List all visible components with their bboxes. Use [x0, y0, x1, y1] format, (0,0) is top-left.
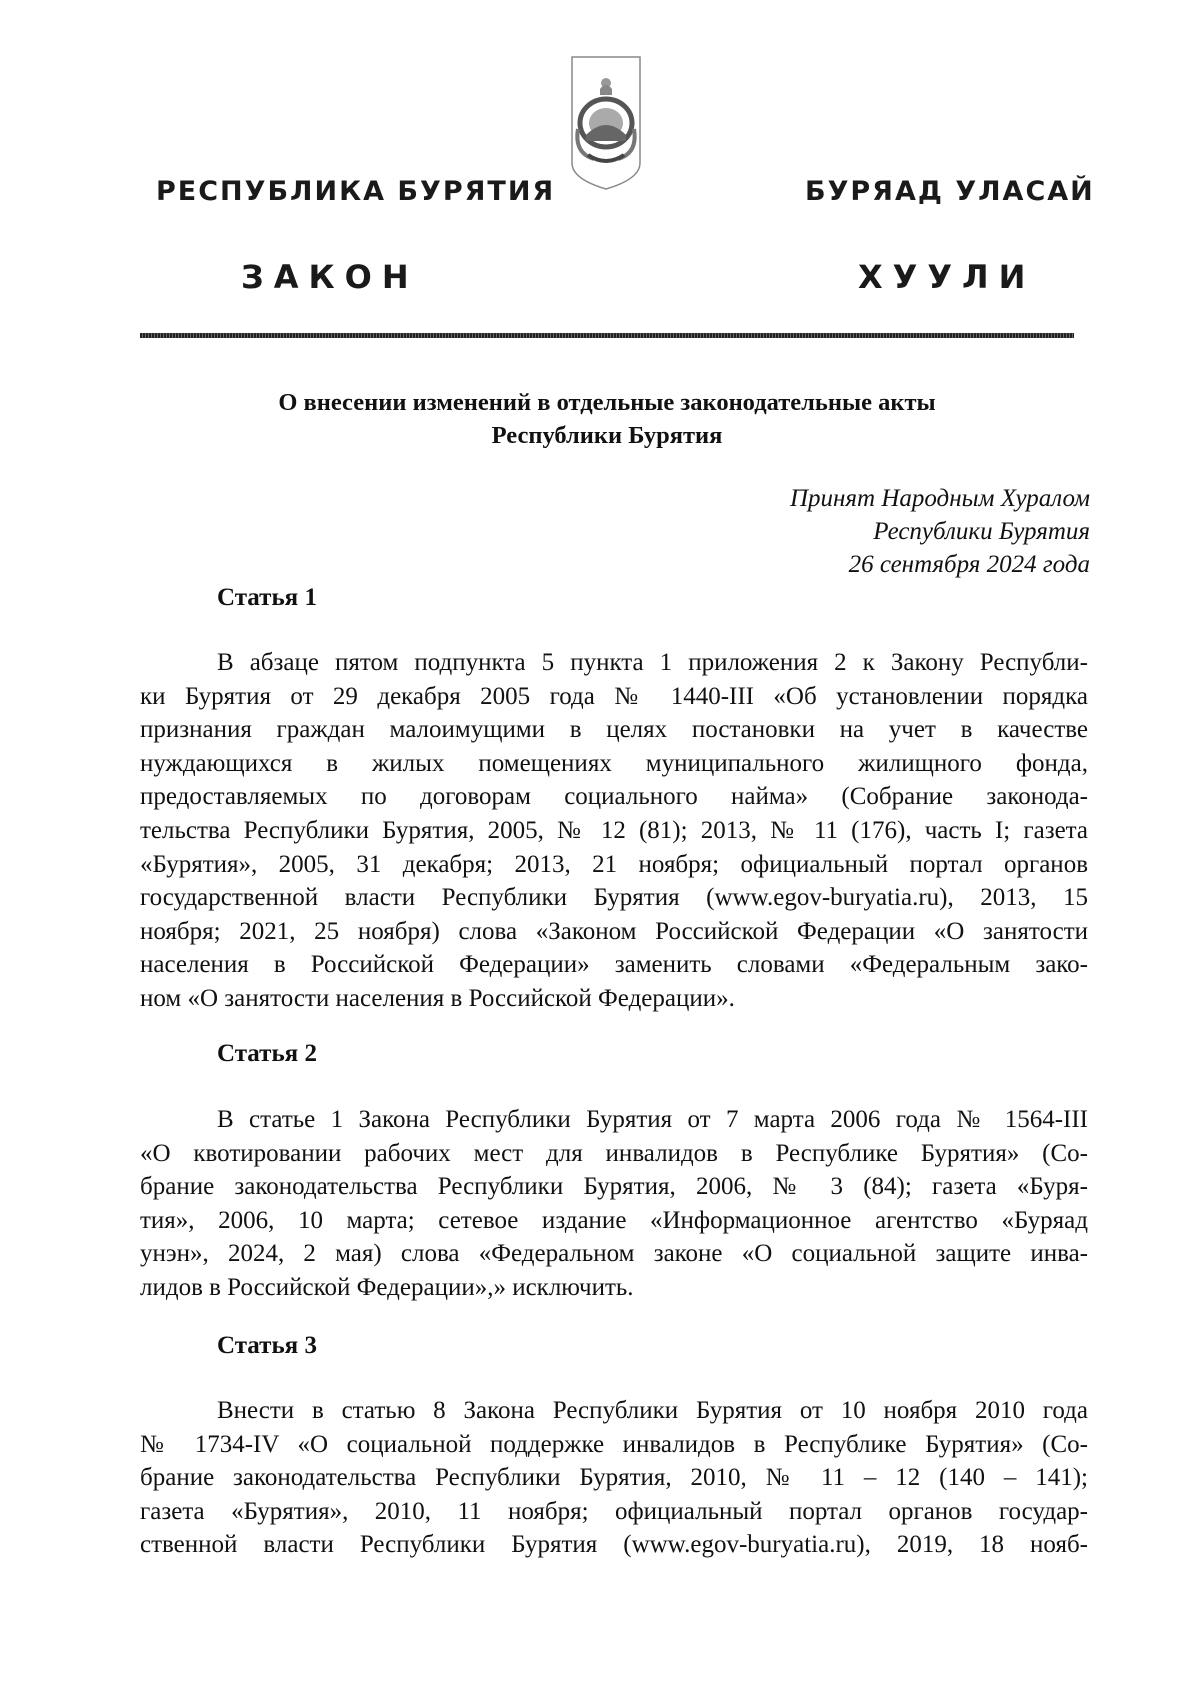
- text-line: брание законодательства Республики Бурятия, 2006, № 3 (84); газета «Буря-: [140, 1173, 1088, 1201]
- article-1-heading: Статья 1: [217, 584, 317, 611]
- article-2-heading: Статья 2: [217, 1040, 317, 1067]
- text-line: унэн», 2024, 2 мая) слова «Федеральном законе «О социальной защите инва-: [140, 1240, 1088, 1268]
- adoption-note: [600, 482, 1090, 581]
- law-label-russian: ЗАКОН: [241, 258, 419, 296]
- article-3-text: [140, 1394, 1088, 1562]
- text-line: населения в Российской Федерации» заменить словами «Федеральным зако-: [140, 951, 1088, 979]
- text-line: Внести в статью 8 Закона Республики Бурятия от 10 ноября 2010 года: [217, 1397, 1088, 1424]
- text-line: ном «О занятости населения в Российской Федерации».: [140, 984, 735, 1012]
- text-line: государственной власти Республики Бурятия (www.egov-buryatia.ru), 2013, 15: [140, 884, 1088, 912]
- law-title-line: Республики Бурятия: [491, 422, 723, 449]
- text-line: ки Бурятия от 29 декабря 2005 года № 1440-III «Об установлении порядка: [140, 682, 1088, 710]
- text-line: газета «Бурятия», 2010, 11 ноября; официальный портал органов государ-: [140, 1497, 1088, 1525]
- article-2-text: [140, 1103, 1088, 1305]
- law-label-buryat: ХУУЛИ: [858, 258, 1036, 296]
- text-line: «Бурятия», 2005, 31 декабря; 2013, 21 ноября; официальный портал органов: [140, 850, 1088, 878]
- republic-name-buryat: БУРЯАД УЛАСАЙ: [805, 176, 1095, 207]
- text-line: № 1734-IV «О социальной поддержке инвалидов в Республике Бурятия» (Со-: [140, 1430, 1088, 1458]
- law-title: [140, 386, 1074, 452]
- text-line: «О квотировании рабочих мест для инвалидов в Республике Бурятия» (Со-: [140, 1139, 1088, 1167]
- text-line: признания граждан малоимущими в целях постановки на учет в качестве: [140, 716, 1088, 744]
- text-line: лидов в Российской Федерации»,» исключить.: [140, 1273, 634, 1301]
- text-line: предоставляемых по договорам социального найма» (Собрание законода-: [140, 783, 1088, 811]
- adoption-line: Принят Народным Хуралом: [789, 485, 1090, 512]
- article-3-heading: Статья 3: [217, 1332, 317, 1359]
- text-line: ственной власти Республики Бурятия (www.egov-buryatia.ru), 2019, 18 нояб-: [140, 1531, 1088, 1559]
- adoption-date: 26 сентября 2024 года: [848, 551, 1090, 578]
- text-line: тия», 2006, 10 марта; сетевое издание «Информационное агентство «Буряад: [140, 1206, 1088, 1234]
- republic-name-russian: РЕСПУБЛИКА БУРЯТИЯ: [156, 176, 556, 207]
- text-line: нуждающихся в жилых помещениях муниципального жилищного фонда,: [140, 749, 1088, 777]
- article-1-text: [140, 646, 1088, 1016]
- coat-of-arms-icon: [570, 55, 642, 191]
- header-divider: [140, 333, 1074, 338]
- text-line: В абзаце пятом подпункта 5 пункта 1 приложения 2 к Закону Республи-: [217, 649, 1088, 676]
- text-line: тельства Республики Бурятия, 2005, № 12 (81); 2013, № 11 (176), часть I; газета: [140, 816, 1088, 844]
- text-line: ноября; 2021, 25 ноября) слова «Законом Российской Федерации «О занятости: [140, 917, 1088, 945]
- law-title-line: О внесении изменений в отдельные законодательные акты: [278, 389, 936, 416]
- text-line: брание законодательства Республики Бурятия, 2010, № 11 – 12 (140 – 141);: [140, 1464, 1088, 1492]
- adoption-line: Республики Бурятия: [873, 518, 1090, 545]
- text-line: В статье 1 Закона Республики Бурятия от 7 марта 2006 года № 1564-III: [217, 1106, 1088, 1133]
